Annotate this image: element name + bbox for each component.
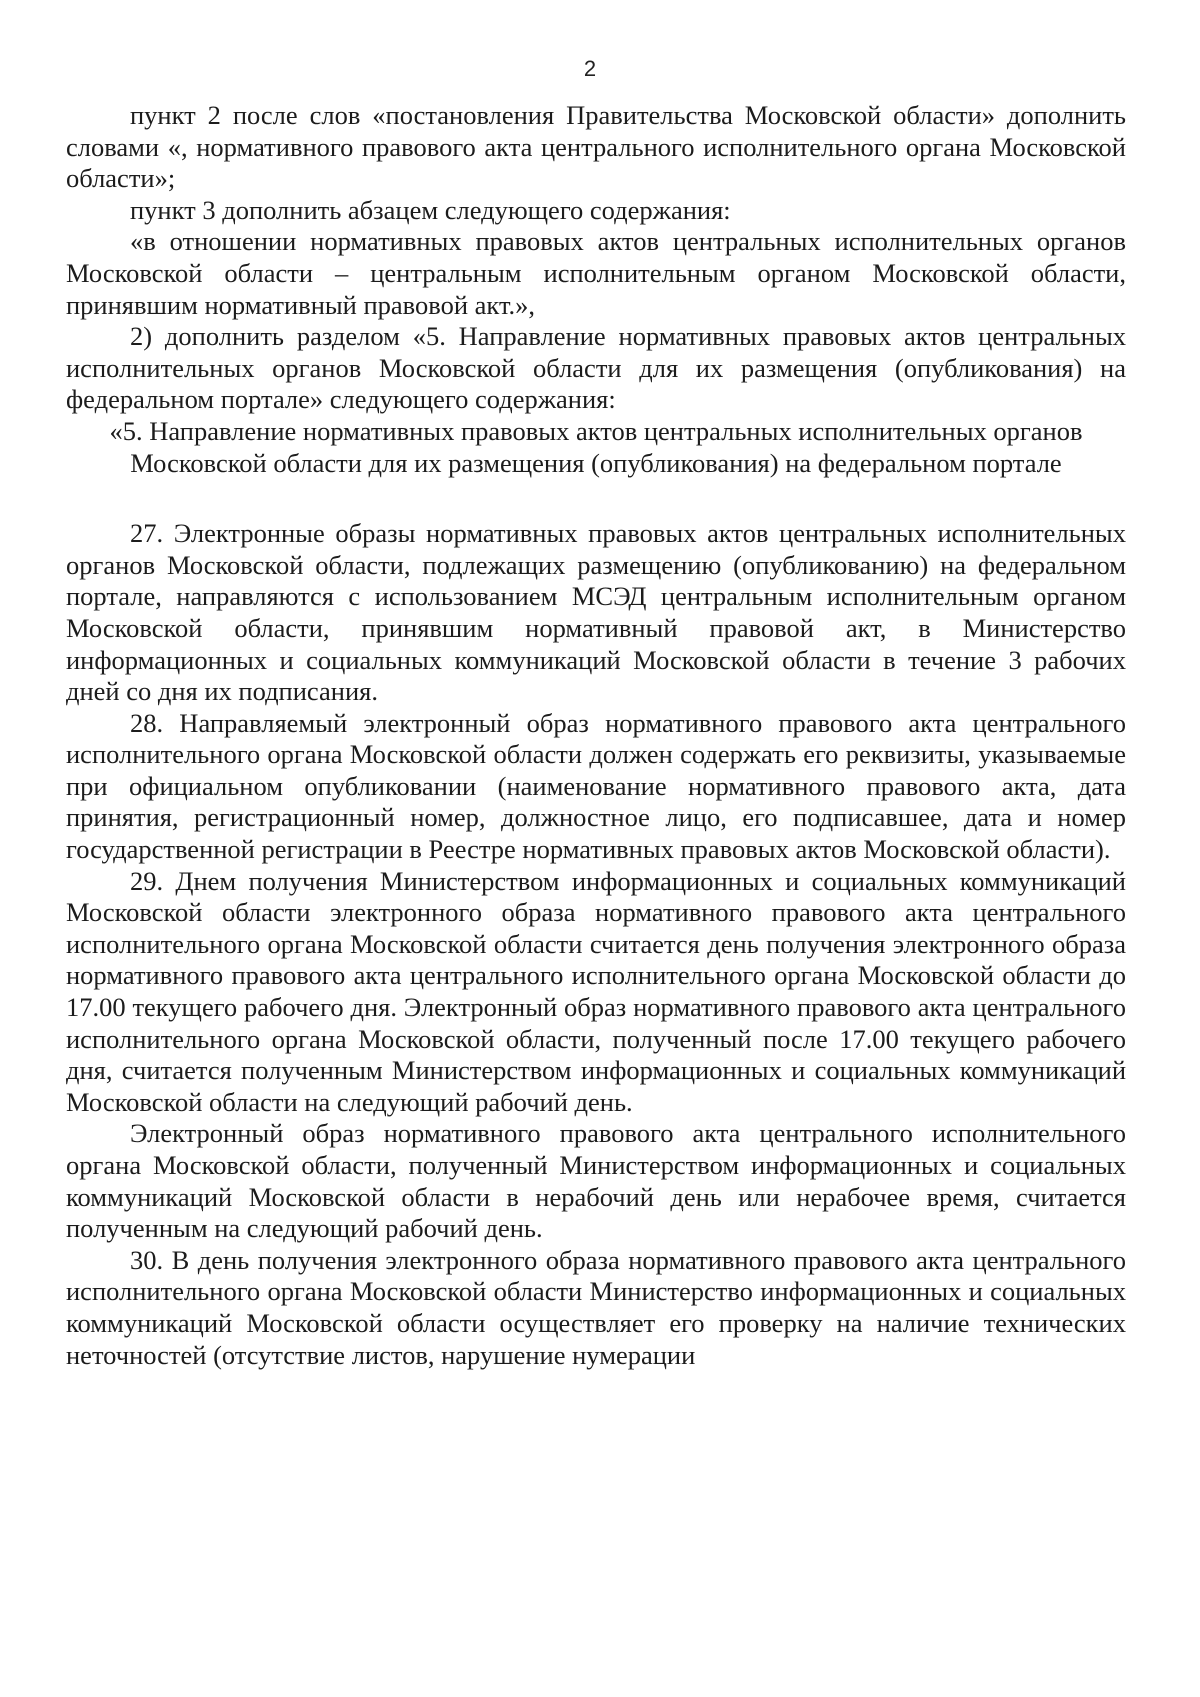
- paragraph-29-continued: Электронный образ нормативного правового акта центрального исполнительного органа Московской области, полученный Министерством информационных и социальных коммуникаций Московской области в нерабочий день или нерабочее время, считается полученным на следующий рабочий день.: [66, 1118, 1126, 1244]
- paragraph-30: 30. В день получения электронного образа нормативного правового акта центрального исполнительного органа Московской области Министерство информационных и социальных коммуникаций Московской области осуществляет его проверку на наличие технических неточностей (отсутствие листов, нарушение нумерации: [66, 1244, 1126, 1370]
- paragraph-29: 29. Днем получения Министерством информационных и социальных коммуникаций Московской области электронного образа нормативного правового акта центрального исполнительного органа Московской области считается день получения электронного образа нормативного правового акта центрального исполнительного органа Московской области до 17.00 текущего рабочего дня. Электронный образ нормативного правового акта центрального исполнительного органа Московской области, полученный после 17.00 текущего рабочего дня, считается полученным Министерством информационных и социальных коммуникаций Московской области на следующий рабочий день.: [66, 865, 1126, 1117]
- section-gap: [66, 479, 1126, 518]
- section-heading: «5. Направление нормативных правовых актов центральных исполнительных органов Московской области для их размещения (опубликования) на федеральном портале: [109, 415, 1083, 478]
- paragraph-add-section: 2) дополнить разделом «5. Направление нормативных правовых актов центральных исполнительных органов Московской области для их размещения (опубликования) на федеральном портале» следующего содержания:: [66, 321, 1126, 415]
- paragraph-amend-point-3: пункт 3 дополнить абзацем следующего содержания:: [130, 194, 731, 225]
- paragraph-amend-point-2: пункт 2 после слов «постановления Правительства Московской области» дополнить словами «, нормативного правового акта центрального исполнительного органа Московской области»;: [66, 100, 1126, 194]
- paragraph-quoted-addition: «в отношении нормативных правовых актов центральных исполнительных органов Московской области – центральным исполнительным органом Московской области, принявшим нормативный правовой акт.»,: [66, 226, 1126, 320]
- paragraph-28: 28. Направляемый электронный образ нормативного правового акта центрального исполнительного органа Московской области должен содержать его реквизиты, указываемые при официальном опубликовании (наименование нормативного правового акта, дата принятия, регистрационный номер, должностное лицо, его подписавшее, дата и номер государственной регистрации в Реестре нормативных правовых актов Московской области).: [66, 707, 1126, 865]
- page-number: 2: [583, 56, 597, 81]
- document-body: [66, 100, 1126, 1371]
- paragraph-27: 27. Электронные образы нормативных правовых актов центральных исполнительных органов Московской области, подлежащих размещению (опубликованию) на федеральном портале, направляются с использованием МСЭД центральным исполнительным органом Московской области, принявшим нормативный правовой акт, в Министерство информационных и социальных коммуникаций Московской области в течение 3 рабочих дней со дня их подписания.: [66, 518, 1126, 707]
